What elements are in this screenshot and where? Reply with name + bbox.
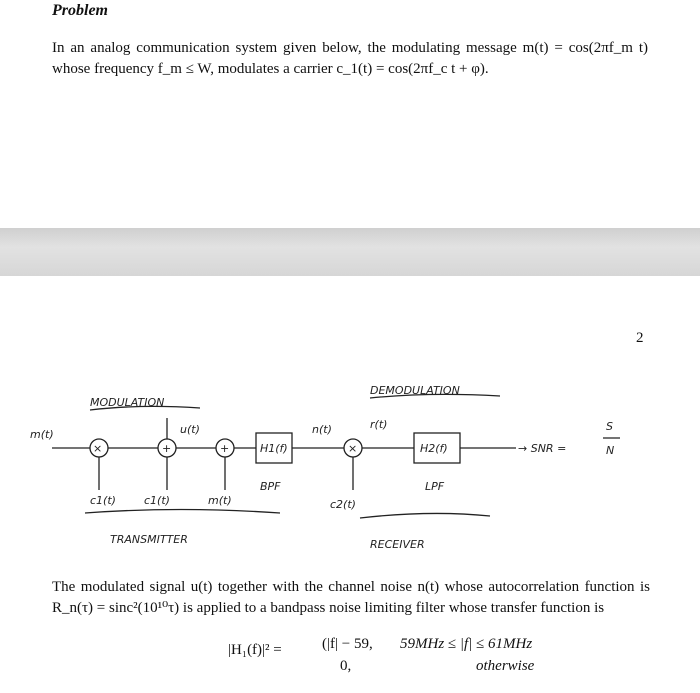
modulation-label: MODULATION [90, 396, 165, 409]
equation-lhs: |H₁(f)|² = [228, 642, 282, 658]
n-label: n(t) [312, 423, 332, 436]
equation-cond2: otherwise [476, 658, 535, 674]
snr-label: → SNR = [518, 442, 567, 455]
svg-text:×: × [348, 442, 358, 455]
svg-text:+: + [162, 442, 172, 455]
equation-case2: 0, [340, 658, 352, 674]
receiver-label: RECEIVER [370, 538, 425, 551]
s-label: S [606, 420, 613, 433]
svg-text:×: × [93, 442, 103, 455]
page-1 [0, 0, 700, 228]
page-separator [0, 228, 700, 276]
r-label: r(t) [370, 418, 388, 431]
c1-label: c1(t) [90, 494, 116, 507]
n-over-label: N [606, 444, 615, 457]
h1-label: H1(f) [260, 442, 288, 455]
m-label: m(t) [208, 494, 232, 507]
block-diagram [30, 378, 670, 558]
demodulation-label: DEMODULATION [370, 384, 460, 397]
bpf-label: BPF [260, 480, 281, 493]
input-label: m(t) [30, 428, 54, 441]
transmitter-label: TRANSMITTER [110, 533, 188, 546]
problem-title: Problem [52, 2, 108, 19]
equation-cond1: 59MHz ≤ |f| ≤ 61MHz [400, 636, 533, 652]
equation-case1: (|f| − 59, [322, 636, 373, 652]
intro-paragraph: In an analog communication system given below, the modulating message m(t) = cos(2πf_m t) whose frequency f_m ≤ W, modulates a carrier c_1(t) = cos(2πf_c t + φ). [52, 40, 648, 77]
page-number: 2 [636, 330, 644, 346]
body-paragraph: The modulated signal u(t) together with the channel noise n(t) whose autocorrelation function is R_n(τ) = sinc²(10¹⁰τ) is applied to a bandpass noise limiting filter whose transfer function is [52, 579, 650, 616]
h2-label: H2(f) [420, 442, 448, 455]
c1b-label: c1(t) [144, 494, 170, 507]
lpf-label: LPF [425, 480, 445, 493]
c2-label: c2(t) [330, 498, 356, 511]
svg-text:+: + [220, 442, 230, 455]
u-label: u(t) [180, 423, 200, 436]
